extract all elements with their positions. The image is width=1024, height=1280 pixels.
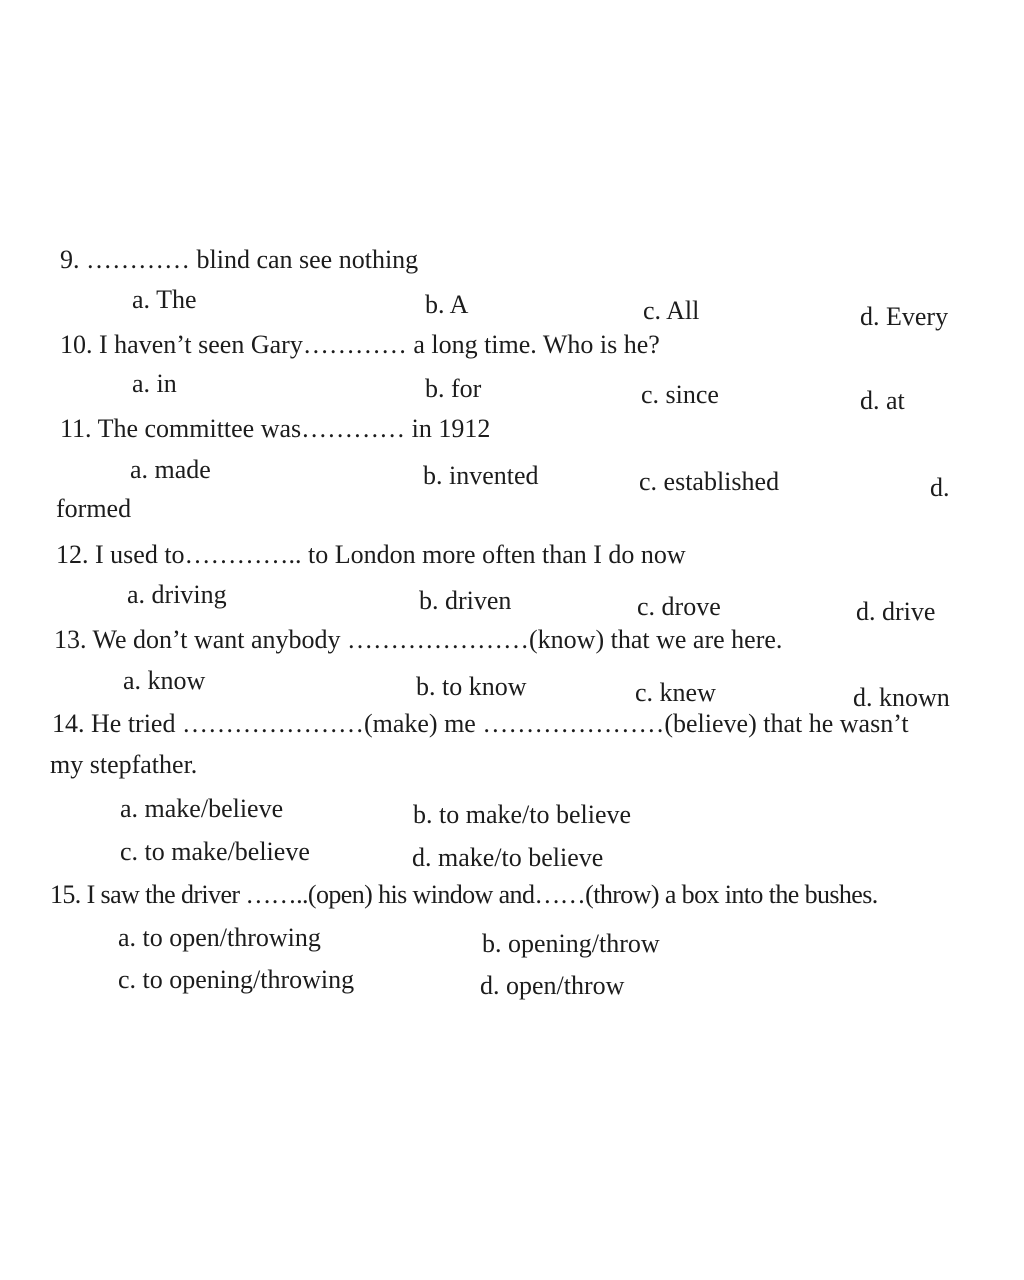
question-14-option-c: c. to make/believe — [120, 837, 310, 866]
question-10-option-a: a. in — [132, 369, 177, 398]
question-11-option-a: a. made — [130, 455, 211, 484]
question-14-stem-continuation: my stepfather. — [50, 750, 198, 779]
question-11-option-c: c. established — [639, 467, 780, 496]
question-13-option-c: c. knew — [635, 678, 716, 707]
question-12-stem: 12. I used to………….. to London more often than I do now — [56, 540, 686, 569]
question-9-stem: 9. ………… blind can see nothing — [60, 245, 419, 274]
question-11-option-d-continuation: formed — [56, 494, 132, 523]
question-10-option-c: c. since — [641, 380, 719, 409]
question-9-option-a: a. The — [132, 285, 197, 314]
question-15-option-a: a. to open/throwing — [118, 923, 321, 952]
question-12-option-b: b. driven — [419, 586, 512, 615]
question-13-option-d: d. known — [853, 683, 950, 712]
question-11-option-b: b. invented — [423, 461, 539, 490]
question-9-option-c: c. All — [643, 296, 700, 325]
question-10-option-d: d. at — [860, 386, 905, 415]
question-10-option-b: b. for — [425, 374, 482, 403]
question-12-option-c: c. drove — [637, 592, 721, 621]
question-13-stem: 13. We don’t want anybody …………………(know) that we are here. — [54, 625, 783, 654]
question-15-option-b: b. opening/throw — [482, 929, 660, 958]
question-12-option-d: d. drive — [856, 597, 936, 626]
question-11-stem: 11. The committee was………… in 1912 — [60, 414, 491, 443]
question-11-option-d: d. — [930, 473, 950, 502]
question-15-stem: 15. I saw the driver ……..(open) his window and……(throw) a box into the bushes. — [50, 880, 878, 909]
question-9-option-d: d. Every — [860, 302, 949, 331]
question-13-option-b: b. to know — [416, 672, 527, 701]
question-10-stem: 10. I haven’t seen Gary………… a long time. Who is he? — [60, 330, 660, 359]
question-9-option-b: b. A — [425, 290, 469, 319]
question-14-option-a: a. make/believe — [120, 794, 284, 823]
question-15-option-c: c. to opening/throwing — [118, 965, 355, 994]
question-13-option-a: a. know — [123, 666, 206, 695]
question-14-option-d: d. make/to believe — [412, 843, 604, 872]
question-15-option-d: d. open/throw — [480, 971, 625, 1000]
question-12-option-a: a. driving — [127, 580, 227, 609]
question-14-option-b: b. to make/to believe — [413, 800, 632, 829]
question-14-stem: 14. He tried …………………(make) me …………………(believe) that he wasn’t — [52, 709, 909, 738]
